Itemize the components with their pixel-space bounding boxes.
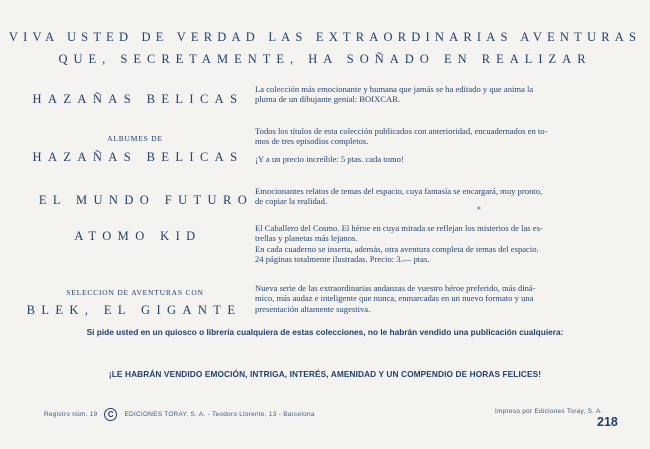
section-subtitle-albumes: ALBUMES DE bbox=[107, 134, 163, 143]
headline-line-1: VIVA USTED DE VERDAD LAS EXTRAORDINARIAS AVENTURAS bbox=[8, 30, 642, 44]
publisher-address: EDICIONES TORAY, S. A. - Teodoro Llorente, 13 - Barcelona bbox=[124, 411, 315, 418]
section-description-atomo-kid bbox=[255, 223, 623, 265]
slogan: ¡LE HABRÁN VENDIDO EMOCIÓN, INTRIGA, INTERÉS, AMENIDAD Y UN COMPENDIO DE HORAS FELICES! bbox=[108, 369, 542, 379]
call-to-action: Si pide usted en un quiosco o librería cualquiera de estas colecciones, no le habrán vendido una publicación cualquiera: bbox=[86, 327, 564, 337]
section-description-blek bbox=[255, 283, 623, 314]
description-line: 24 páginas totalmente ilustradas. Precio: 3.— ptas. bbox=[255, 254, 430, 265]
description-line: Todos los títulos de esta colección publicados con anterioridad, encuadernados en to- bbox=[255, 126, 548, 136]
registro-number: Registro núm. 19 bbox=[44, 411, 98, 418]
description-line: mico, más audaz e inteligente que nunca, enmarcadas en un nuevo formato y una bbox=[255, 293, 534, 304]
description-line: La colección más emocionante y humana que jamás se ha editado y que anima la bbox=[255, 84, 534, 94]
description-line: mos de tres episodios completos. bbox=[255, 136, 369, 147]
section-title-el-mundo-futuro: EL MUNDO FUTURO bbox=[38, 193, 254, 207]
section-title-hazanas-belicas: HAZAÑAS BELICAS bbox=[32, 92, 244, 106]
description-line: Emocionantes relatos de temas del espacio, cuya fantasía se encargará, muy pronto, bbox=[255, 186, 543, 196]
section-title-albumes-hazanas-belicas: HAZAÑAS BELICAS bbox=[32, 150, 244, 164]
description-line: El Caballero del Cosmo. El héroe en cuya mirada se reflejan los misterios de las es- bbox=[255, 223, 543, 233]
description-line: pluma de un dibujante genial: BOIXCAR. bbox=[255, 94, 401, 105]
page-number: 218 bbox=[597, 415, 618, 429]
section-description-albumes bbox=[255, 126, 623, 164]
headline-line-2: QUE, SECRETAMENTE, HA SOÑADO EN REALIZAR bbox=[58, 52, 592, 66]
section-subtitle-seleccion: SELECCION DE AVENTURAS CON bbox=[66, 288, 204, 297]
footer-publisher-info bbox=[44, 408, 315, 421]
description-line: ¡Y a un precio increíble: 5 ptas. cada tomo! bbox=[255, 153, 404, 164]
description-line: Nueva serie de las extraordinarias andanzas de vuestro héroe preferido, más diná- bbox=[255, 283, 536, 293]
description-line: presentación altamente sugestiva. bbox=[255, 303, 371, 314]
description-line: En cada cuaderno se inserta, además, otra aventura completa de temas del espacio. bbox=[255, 243, 539, 254]
copyright-icon: C bbox=[104, 408, 117, 421]
printer-credit: Impreso por Ediciones Toray, S. A. bbox=[495, 408, 603, 415]
section-description-el-mundo-futuro bbox=[255, 186, 623, 207]
star-ornament: * bbox=[477, 205, 481, 214]
section-description-hazanas-belicas bbox=[255, 84, 623, 105]
section-title-atomo-kid: ATOMO KID bbox=[74, 229, 202, 243]
description-line: trellas y planetas más lejanos. bbox=[255, 233, 358, 244]
description-line: de copiar la realidad. bbox=[255, 196, 328, 207]
section-title-blek-el-gigante: BLEK, EL GIGANTE bbox=[26, 303, 242, 317]
